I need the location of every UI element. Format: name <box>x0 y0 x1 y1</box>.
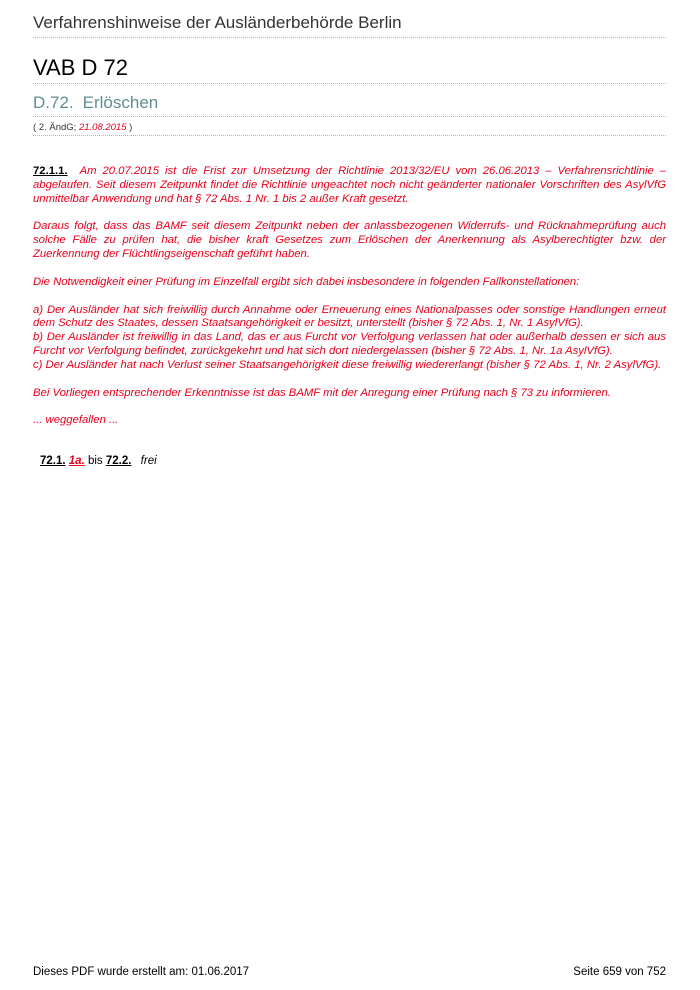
case-c: c) Der Ausländer hat nach Verlust seiner Staatsangehörigkeit diese freiwillig wiedererlangt (bisher § 72 Abs. 1, Nr. 2 AsylVfG). <box>33 358 662 371</box>
case-a: a) Der Ausländer hat sich freiwillig durch Annahme oder Erneuerung eines Nationalpasses oder sonstige Handlungen erneut dem Schutz des Staates, dessen Staatsangehörigkeit er besitzt, unterstellt (bisher § 72 Abs. 1, Nr. 1 AsylVfG). <box>33 303 666 330</box>
document-code: VAB D 72 <box>33 55 128 80</box>
header-divider <box>33 37 666 38</box>
code-divider <box>33 83 666 84</box>
section-heading <box>33 93 158 113</box>
amendment-close: ) <box>129 122 133 133</box>
section-number: D.72. <box>33 93 74 112</box>
ref-from-link[interactable]: 72.1. <box>40 455 66 467</box>
body-text <box>33 165 666 442</box>
footer-created: Dieses PDF wurde erstellt am: 01.06.2017 <box>33 966 250 978</box>
item-number: 72.1.1. <box>33 165 68 177</box>
amendment-label: 2. ÄndG; <box>38 122 77 133</box>
paragraph-1 <box>33 165 666 206</box>
section-title: Erlöschen <box>82 93 159 112</box>
reference-line <box>40 455 157 467</box>
ref-status: frei <box>140 455 157 467</box>
ref-to-link[interactable]: 72.2. <box>105 455 132 467</box>
amendment-note <box>33 122 132 133</box>
removed-note: ... weggefallen ... <box>33 414 119 427</box>
closing-paragraph: Bei Vorliegen entsprechender Erkenntnisse ist das BAMF mit der Anregung einer Prüfung nach § 73 zu informieren. <box>33 386 611 399</box>
ref-connector: bis <box>87 455 103 467</box>
amendment-divider <box>33 135 666 136</box>
header-title: Verfahrenshinweise der Ausländerbehörde Berlin <box>33 13 402 32</box>
amendment-date: 21.08.2015 <box>78 122 127 133</box>
amendment-open: ( <box>33 122 37 133</box>
paragraph-3: Die Notwendigkeit einer Prüfung im Einzelfall ergibt sich dabei insbesondere in folgenden Fallkonstellationen: <box>33 275 580 288</box>
footer-page-number: Seite 659 von 752 <box>573 966 666 978</box>
case-b: b) Der Ausländer ist freiwillig in das Land, das er aus Furcht vor Verfolgung verlassen hat oder außerhalb dessen er sich aus Furcht vor Verfolgung befindet, zurückgekehrt und hat sich dort niedergelassen (bisher § 72 Abs. 1, Nr. 1a AsylVfG). <box>33 331 666 357</box>
section-divider <box>33 116 666 117</box>
paragraph-1-text: Am 20.07.2015 ist die Frist zur Umsetzung der Richtlinie 2013/32/EU vom 26.06.2013 – Verfahrensrichtlinie – abgelaufen. Seit diesem Zeitpunkt findet die Richtlinie ungeachtet noch nicht geänderter nationaler Vorschriften des AsylVfG unmittelbar Anwendung und hat § 72 Abs. 1 Nr. 1 bis 2 außer Kraft gesetzt. <box>33 165 666 205</box>
paragraph-2: Daraus folgt, dass das BAMF seit diesem Zeitpunkt neben der anlassbezogenen Widerrufs- und Rücknahmeprüfung auch solche Fälle zu prüfen hat, die bisher kraft Gesetzes zum Erlöschen der Anerkennung als Asylberechtigter bzw. der Zuerkennung der Flüchtlingseigenschaft geführt haben. <box>33 220 666 260</box>
ref-from-suffix-link[interactable]: 1a. <box>68 455 85 467</box>
